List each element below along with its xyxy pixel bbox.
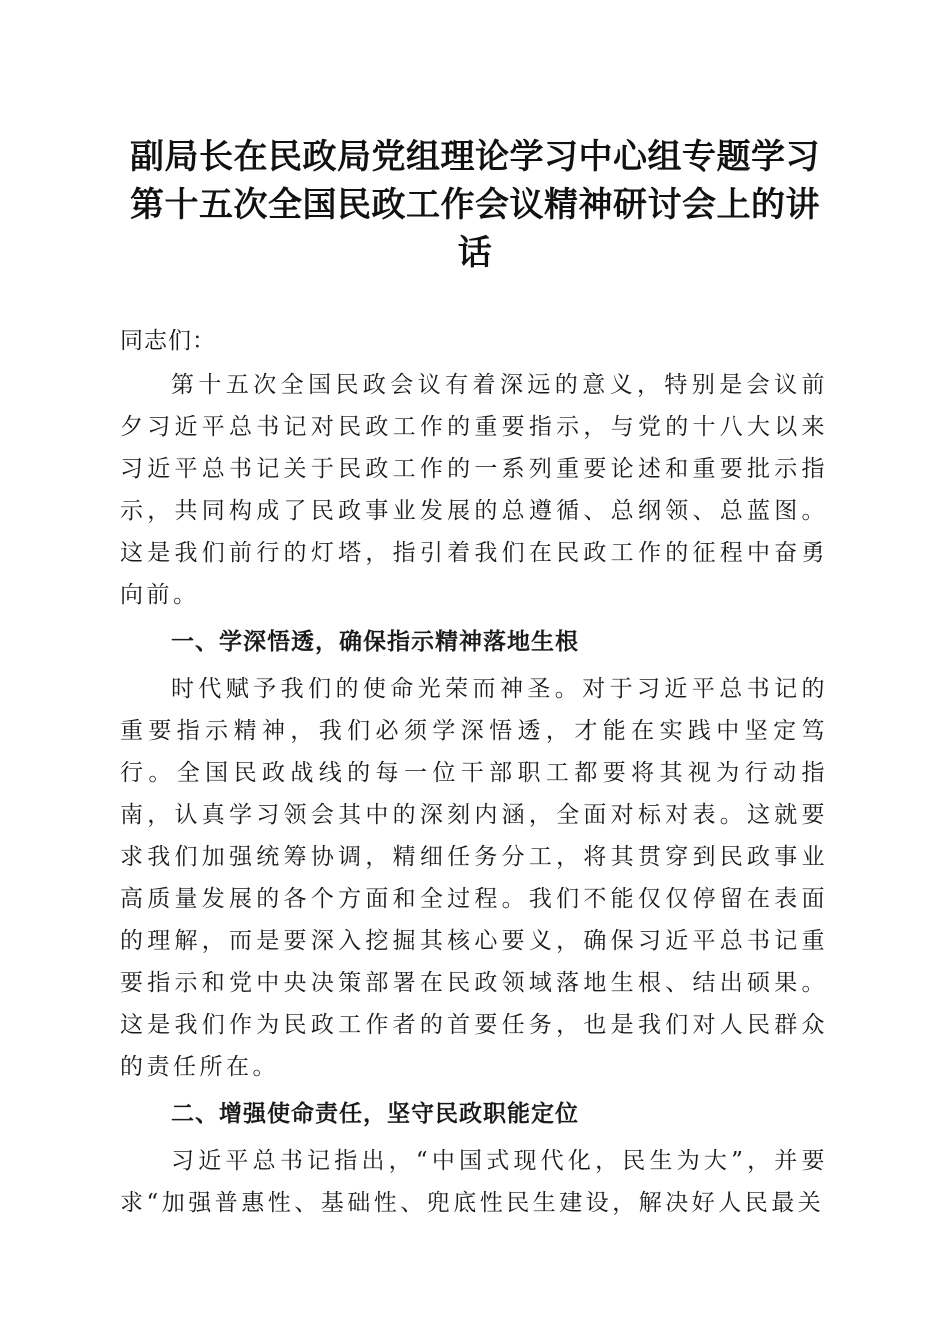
section-heading: 一、学深悟透，确保指示精神落地生根 <box>171 629 579 655</box>
section-heading: 二、增强使命责任，坚守民政职能定位 <box>171 1101 579 1127</box>
paragraph: 第十五次全国民政会议有着深远的意义，特别是会议前夕习近平总书记对民政工作的重要指示，与党的十八大以来习近平总书记关于民政工作的一系列重要论述和重要批示指示，共同构成了民政事业发展的总遵循、总纲领、总蓝图。这是我们前行的灯塔，指引着我们在民政工作的征程中奋勇向前。 <box>120 372 828 608</box>
title-line: 副局长在民政局党组理论学习中心组专题学习 <box>130 137 820 177</box>
document-body <box>120 320 828 1224</box>
title-line: 话 <box>457 233 493 273</box>
title-line: 第十五次全国民政工作会议精神研讨会上的讲 <box>130 185 820 225</box>
document-title <box>110 133 840 277</box>
salutation: 同志们： <box>120 328 216 354</box>
paragraph: 习近平总书记指出，“中国式现代化，民生为大”，并要求“加强普惠性、基础性、兜底性民生建设，解决好人民最关 <box>120 1148 828 1216</box>
paragraph: 时代赋予我们的使命光荣而神圣。对于习近平总书记的重要指示精神，我们必须学深悟透，才能在实践中坚定笃行。全国民政战线的每一位干部职工都要将其视为行动指南，认真学习领会其中的深刻内涵，全面对标对表。这就要求我们加强统筹协调，精细任务分工，将其贯穿到民政事业高质量发展的各个方面和全过程。我们不能仅仅停留在表面的理解，而是要深入挖掘其核心要义，确保习近平总书记重要指示和党中央决策部署在民政领域落地生根、结出硕果。这是我们作为民政工作者的首要任务，也是我们对人民群众的责任所在。 <box>120 676 828 1080</box>
